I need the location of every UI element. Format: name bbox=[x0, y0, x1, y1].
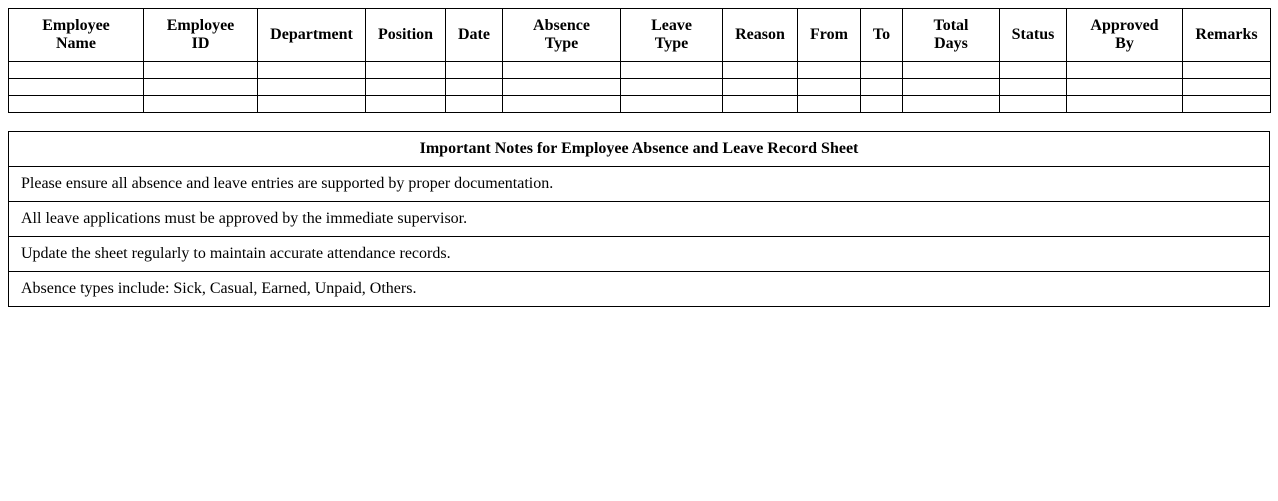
column-header-line: To bbox=[872, 26, 891, 43]
table-cell[interactable] bbox=[144, 79, 258, 96]
column-header bbox=[1000, 9, 1067, 62]
table-cell[interactable] bbox=[621, 79, 723, 96]
table-cell[interactable] bbox=[621, 96, 723, 113]
column-header-line: From bbox=[810, 26, 848, 43]
table-cell[interactable] bbox=[723, 96, 798, 113]
table-cell[interactable] bbox=[861, 79, 903, 96]
record-sheet bbox=[8, 8, 1270, 307]
table-row bbox=[9, 79, 1271, 96]
column-header-line: Reason bbox=[735, 26, 785, 43]
column-header-line: Status bbox=[1011, 26, 1055, 43]
table-row bbox=[9, 62, 1271, 79]
column-header-line: Date bbox=[458, 26, 490, 43]
note-text: All leave applications must be approved by the immediate supervisor. bbox=[9, 202, 1270, 237]
table-cell[interactable] bbox=[258, 62, 366, 79]
column-header bbox=[503, 9, 621, 62]
column-header bbox=[446, 9, 503, 62]
important-notes-table bbox=[8, 131, 1270, 307]
column-header-line: Days bbox=[934, 35, 968, 52]
table-cell[interactable] bbox=[798, 62, 861, 79]
table-cell[interactable] bbox=[1000, 96, 1067, 113]
note-row bbox=[9, 272, 1270, 307]
table-cell[interactable] bbox=[1067, 96, 1183, 113]
table-cell[interactable] bbox=[366, 79, 446, 96]
column-header bbox=[723, 9, 798, 62]
table-cell[interactable] bbox=[366, 62, 446, 79]
column-header-line: Type bbox=[544, 35, 579, 52]
table-cell[interactable] bbox=[621, 62, 723, 79]
column-header bbox=[9, 9, 144, 62]
table-cell[interactable] bbox=[1000, 79, 1067, 96]
column-header bbox=[621, 9, 723, 62]
column-header bbox=[1067, 9, 1183, 62]
records-body bbox=[9, 62, 1271, 113]
table-cell[interactable] bbox=[144, 62, 258, 79]
column-header-line: Approved bbox=[1090, 17, 1159, 34]
note-text: Update the sheet regularly to maintain accurate attendance records. bbox=[9, 237, 1270, 272]
table-cell[interactable] bbox=[798, 79, 861, 96]
table-cell[interactable] bbox=[723, 62, 798, 79]
column-header-line: Name bbox=[56, 35, 96, 52]
note-text: Absence types include: Sick, Casual, Earned, Unpaid, Others. bbox=[9, 272, 1270, 307]
notes-title: Important Notes for Employee Absence and Leave Record Sheet bbox=[9, 132, 1270, 167]
column-header bbox=[258, 9, 366, 62]
note-row bbox=[9, 237, 1270, 272]
table-row bbox=[9, 96, 1271, 113]
records-header-row bbox=[9, 9, 1271, 62]
table-cell[interactable] bbox=[9, 96, 144, 113]
column-header-line: Leave bbox=[651, 17, 692, 34]
table-cell[interactable] bbox=[1183, 96, 1271, 113]
table-cell[interactable] bbox=[503, 62, 621, 79]
column-header bbox=[144, 9, 258, 62]
table-cell[interactable] bbox=[861, 62, 903, 79]
table-cell[interactable] bbox=[903, 79, 1000, 96]
column-header-line: Type bbox=[654, 35, 689, 52]
table-cell[interactable] bbox=[366, 96, 446, 113]
note-row bbox=[9, 167, 1270, 202]
column-header bbox=[1183, 9, 1271, 62]
notes-body bbox=[9, 167, 1270, 307]
column-header-line: Remarks bbox=[1195, 26, 1258, 43]
table-cell[interactable] bbox=[1000, 62, 1067, 79]
column-header-line: Total bbox=[933, 17, 969, 34]
absence-records-table bbox=[8, 8, 1271, 113]
note-row bbox=[9, 202, 1270, 237]
table-cell[interactable] bbox=[1067, 79, 1183, 96]
column-header-line: Employee bbox=[42, 17, 110, 34]
column-header-line: Employee bbox=[166, 17, 235, 34]
column-header bbox=[861, 9, 903, 62]
table-cell[interactable] bbox=[446, 62, 503, 79]
table-cell[interactable] bbox=[9, 62, 144, 79]
column-header-line: Absence bbox=[533, 17, 590, 34]
notes-title-row bbox=[9, 132, 1270, 167]
table-cell[interactable] bbox=[1183, 62, 1271, 79]
column-header bbox=[366, 9, 446, 62]
column-header-line: By bbox=[1115, 35, 1134, 52]
table-cell[interactable] bbox=[798, 96, 861, 113]
column-header bbox=[798, 9, 861, 62]
table-cell[interactable] bbox=[258, 79, 366, 96]
table-cell[interactable] bbox=[503, 79, 621, 96]
table-cell[interactable] bbox=[446, 79, 503, 96]
table-cell[interactable] bbox=[723, 79, 798, 96]
column-header bbox=[903, 9, 1000, 62]
table-cell[interactable] bbox=[258, 96, 366, 113]
column-header-line: Position bbox=[377, 26, 434, 43]
table-cell[interactable] bbox=[144, 96, 258, 113]
table-cell[interactable] bbox=[861, 96, 903, 113]
column-header-line: Department bbox=[270, 26, 353, 43]
note-text: Please ensure all absence and leave entries are supported by proper documentation. bbox=[9, 167, 1270, 202]
table-cell[interactable] bbox=[9, 79, 144, 96]
table-cell[interactable] bbox=[1183, 79, 1271, 96]
table-cell[interactable] bbox=[503, 96, 621, 113]
table-cell[interactable] bbox=[446, 96, 503, 113]
table-cell[interactable] bbox=[1067, 62, 1183, 79]
table-cell[interactable] bbox=[903, 62, 1000, 79]
column-header-line: ID bbox=[191, 35, 210, 52]
table-cell[interactable] bbox=[903, 96, 1000, 113]
